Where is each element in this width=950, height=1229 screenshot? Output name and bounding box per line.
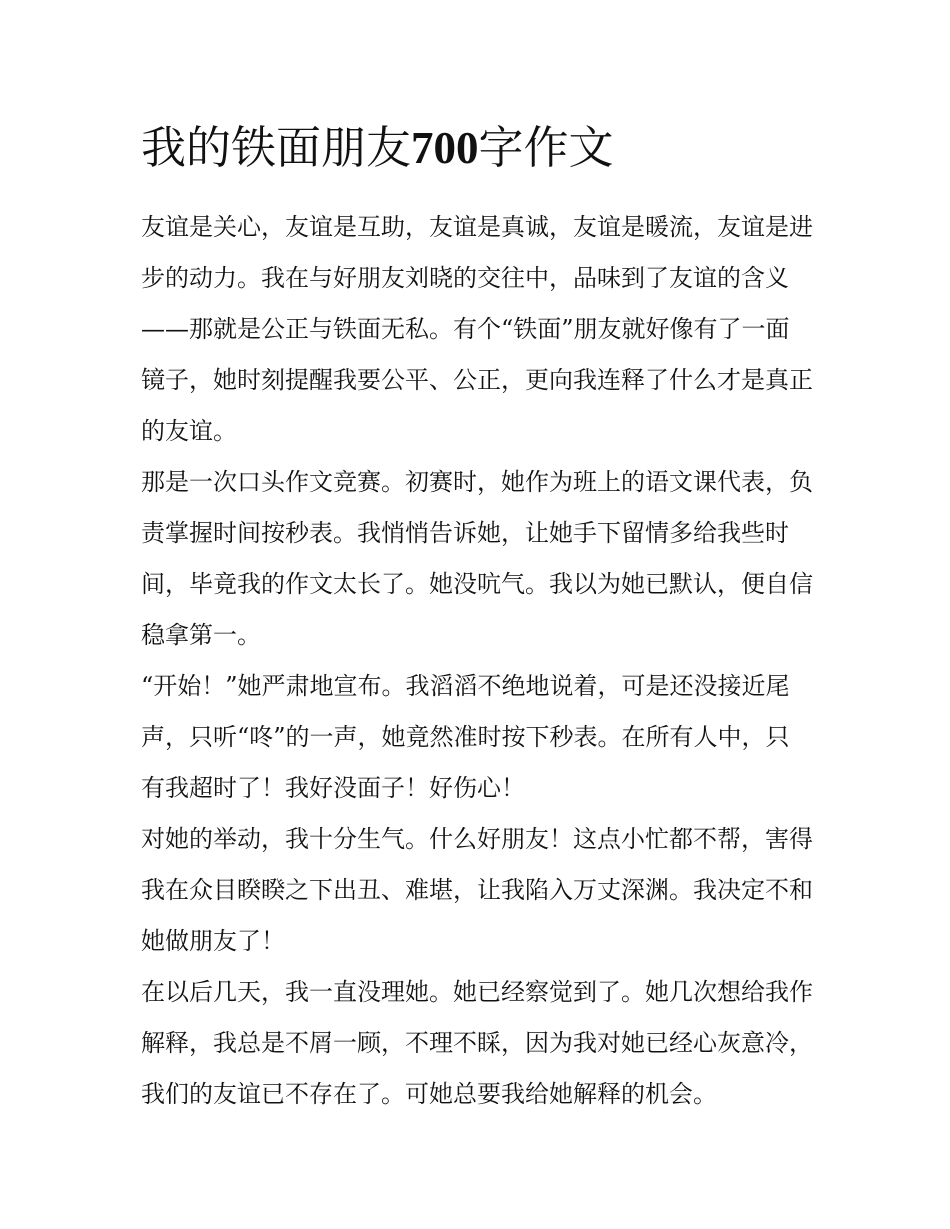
paragraph-2: 那是一次口头作文竞赛。初赛时，她作为班上的语文课代表，负责掌握时间按秒表。我悄悄告诉她，让她手下留情多给我些时间，毕竟我的作文太长了。她没吭气。我以为她已默认，便自信稳拿第一。 [141,468,813,649]
paragraph-1: 友谊是关心，友谊是互助，友谊是真诚，友谊是暖流，友谊是进步的动力。我在与好朋友刘晓的交往中，品味到了友谊的含义——那就是公正与铁面无私。有个“铁面”朋友就好像有了一面镜子，她时刻提醒我要公平、公正，更向我连释了什么才是真正的友谊。 [141,213,813,445]
title-number: 700 [411,123,479,173]
title-text-start: 我的铁面朋友 [141,121,412,174]
document-body [141,202,813,1120]
paragraph-4: 对她的举动，我十分生气。什么好朋友！这点小忙都不帮，害得我在众目睽睽之下出丑、难堪，让我陷入万丈深渊。我决定不和她做朋友了！ [141,825,813,955]
paragraph-3: “开始！”她严肃地宣布。我滔滔不绝地说着，可是还没接近尾声，只听“咚”的一声，她竟然准时按下秒表。在所有人中，只有我超时了！我好没面子！好伤心！ [141,672,790,802]
document-content [141,118,813,1120]
document-title [141,118,813,178]
title-text-end: 字作文 [478,121,614,174]
paragraph-5: 在以后几天，我一直没理她。她已经察觉到了。她几次想给我作解释，我总是不屑一顾，不理不睬，因为我对她已经心灰意冷，我们的友谊已不存在了。可她总要我给她解释的机会。 [141,978,813,1108]
